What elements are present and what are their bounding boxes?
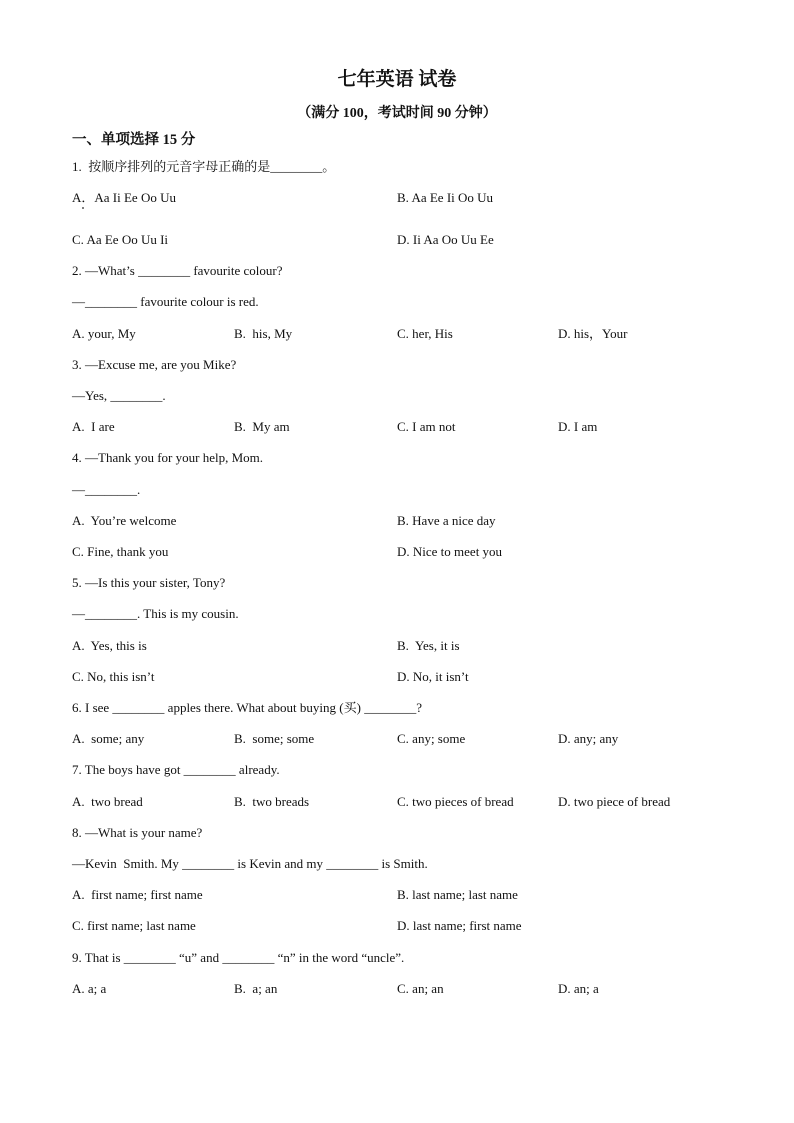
question-9-option-d[interactable]: D. an; a — [558, 981, 599, 996]
section-heading: 一、单项选择 15 分 — [72, 132, 196, 148]
question-9-stem: 9. That is ________ “u” and ________ “n” in the word “uncle”. — [72, 950, 405, 965]
question-1-option-c[interactable]: C. Aa Ee Oo Uu Ii — [72, 232, 169, 247]
question-3-option-c[interactable]: C. I am not — [397, 419, 456, 434]
question-5-option-b[interactable]: B. Yes, it is — [397, 638, 460, 653]
question-8-stem: 8. —What is your name? — [72, 825, 203, 840]
question-1-option-b[interactable]: B. Aa Ee Ii Oo Uu — [397, 190, 494, 205]
question-4-option-d[interactable]: D. Nice to meet you — [397, 544, 503, 559]
question-3-option-d[interactable]: D. I am — [558, 419, 598, 434]
question-7-stem: 7. The boys have got ________ already. — [72, 762, 280, 777]
question-7-option-c[interactable]: C. two pieces of bread — [397, 794, 514, 809]
question-3-stem: 3. —Excuse me, are you Mike? — [72, 357, 237, 372]
question-5-stem: 5. —Is this your sister, Tony? — [72, 575, 226, 590]
question-4-stem: 4. —Thank you for your help, Mom. — [72, 450, 264, 465]
question-5-option-c[interactable]: C. No, this isn’t — [72, 669, 155, 684]
question-2-option-b[interactable]: B. his, My — [234, 326, 293, 341]
question-4-option-b[interactable]: B. Have a nice day — [397, 513, 496, 528]
question-8-option-a[interactable]: A. first name; first name — [72, 887, 203, 902]
question-2-option-c[interactable]: C. her, His — [397, 326, 453, 341]
question-7-option-a[interactable]: A. two bread — [72, 794, 143, 809]
question-2-answer-line: —________ favourite colour is red. — [72, 294, 259, 309]
question-3-answer-line: —Yes, ________. — [72, 388, 166, 403]
question-5-option-d[interactable]: D. No, it isn’t — [397, 669, 469, 684]
question-4-option-c[interactable]: C. Fine, thank you — [72, 544, 169, 559]
question-6-option-a[interactable]: A. some; any — [72, 731, 145, 746]
question-4-option-a[interactable]: A. You’re welcome — [72, 513, 177, 528]
question-8-option-c[interactable]: C. first name; last name — [72, 918, 196, 933]
question-2-stem: 2. —What’s ________ favourite colour? — [72, 263, 283, 278]
question-5-answer-line: —________. This is my cousin. — [72, 606, 239, 621]
question-8-answer-line: —Kevin Smith. My ________ is Kevin and my ________ is Smith. — [72, 856, 428, 871]
question-7-option-d[interactable]: D. two piece of bread — [558, 794, 671, 809]
question-1-option-d[interactable]: D. Ii Aa Oo Uu Ee — [397, 232, 494, 247]
question-3-option-b[interactable]: B. My am — [234, 419, 290, 434]
question-6-option-b[interactable]: B. some; some — [234, 731, 315, 746]
question-7-option-b[interactable]: B. two breads — [234, 794, 310, 809]
page-title: 七年英语 试卷 — [337, 69, 457, 90]
question-5-option-a[interactable]: A. Yes, this is — [72, 638, 147, 653]
question-4-answer-line: —________. — [72, 482, 141, 497]
question-9-option-c[interactable]: C. an; an — [397, 981, 444, 996]
question-6-option-d[interactable]: D. any; any — [558, 731, 619, 746]
question-3-option-a[interactable]: A. I are — [72, 419, 115, 434]
question-8-option-b[interactable]: B. last name; last name — [397, 887, 518, 902]
question-1-option-a[interactable]: A．Aa Ii Ee Oo Uu — [72, 190, 176, 205]
question-6-stem: 6. I see ________ apples there. What about buying (买) ________? — [72, 700, 422, 715]
question-2-option-d[interactable]: D. his，Your — [558, 326, 628, 341]
question-9-option-a[interactable]: A. a; a — [72, 981, 107, 996]
question-6-option-c[interactable]: C. any; some — [397, 731, 466, 746]
exam-info: （满分 100，考试时间 90 分钟） — [297, 106, 497, 121]
question-9-option-b[interactable]: B. a; an — [234, 981, 278, 996]
question-1-stem: 1. 按顺序排列的元音字母正确的是________。 — [72, 159, 336, 174]
question-8-option-d[interactable]: D. last name; first name — [397, 918, 522, 933]
stray-mark — [82, 207, 84, 209]
question-2-option-a[interactable]: A. your, My — [72, 326, 136, 341]
